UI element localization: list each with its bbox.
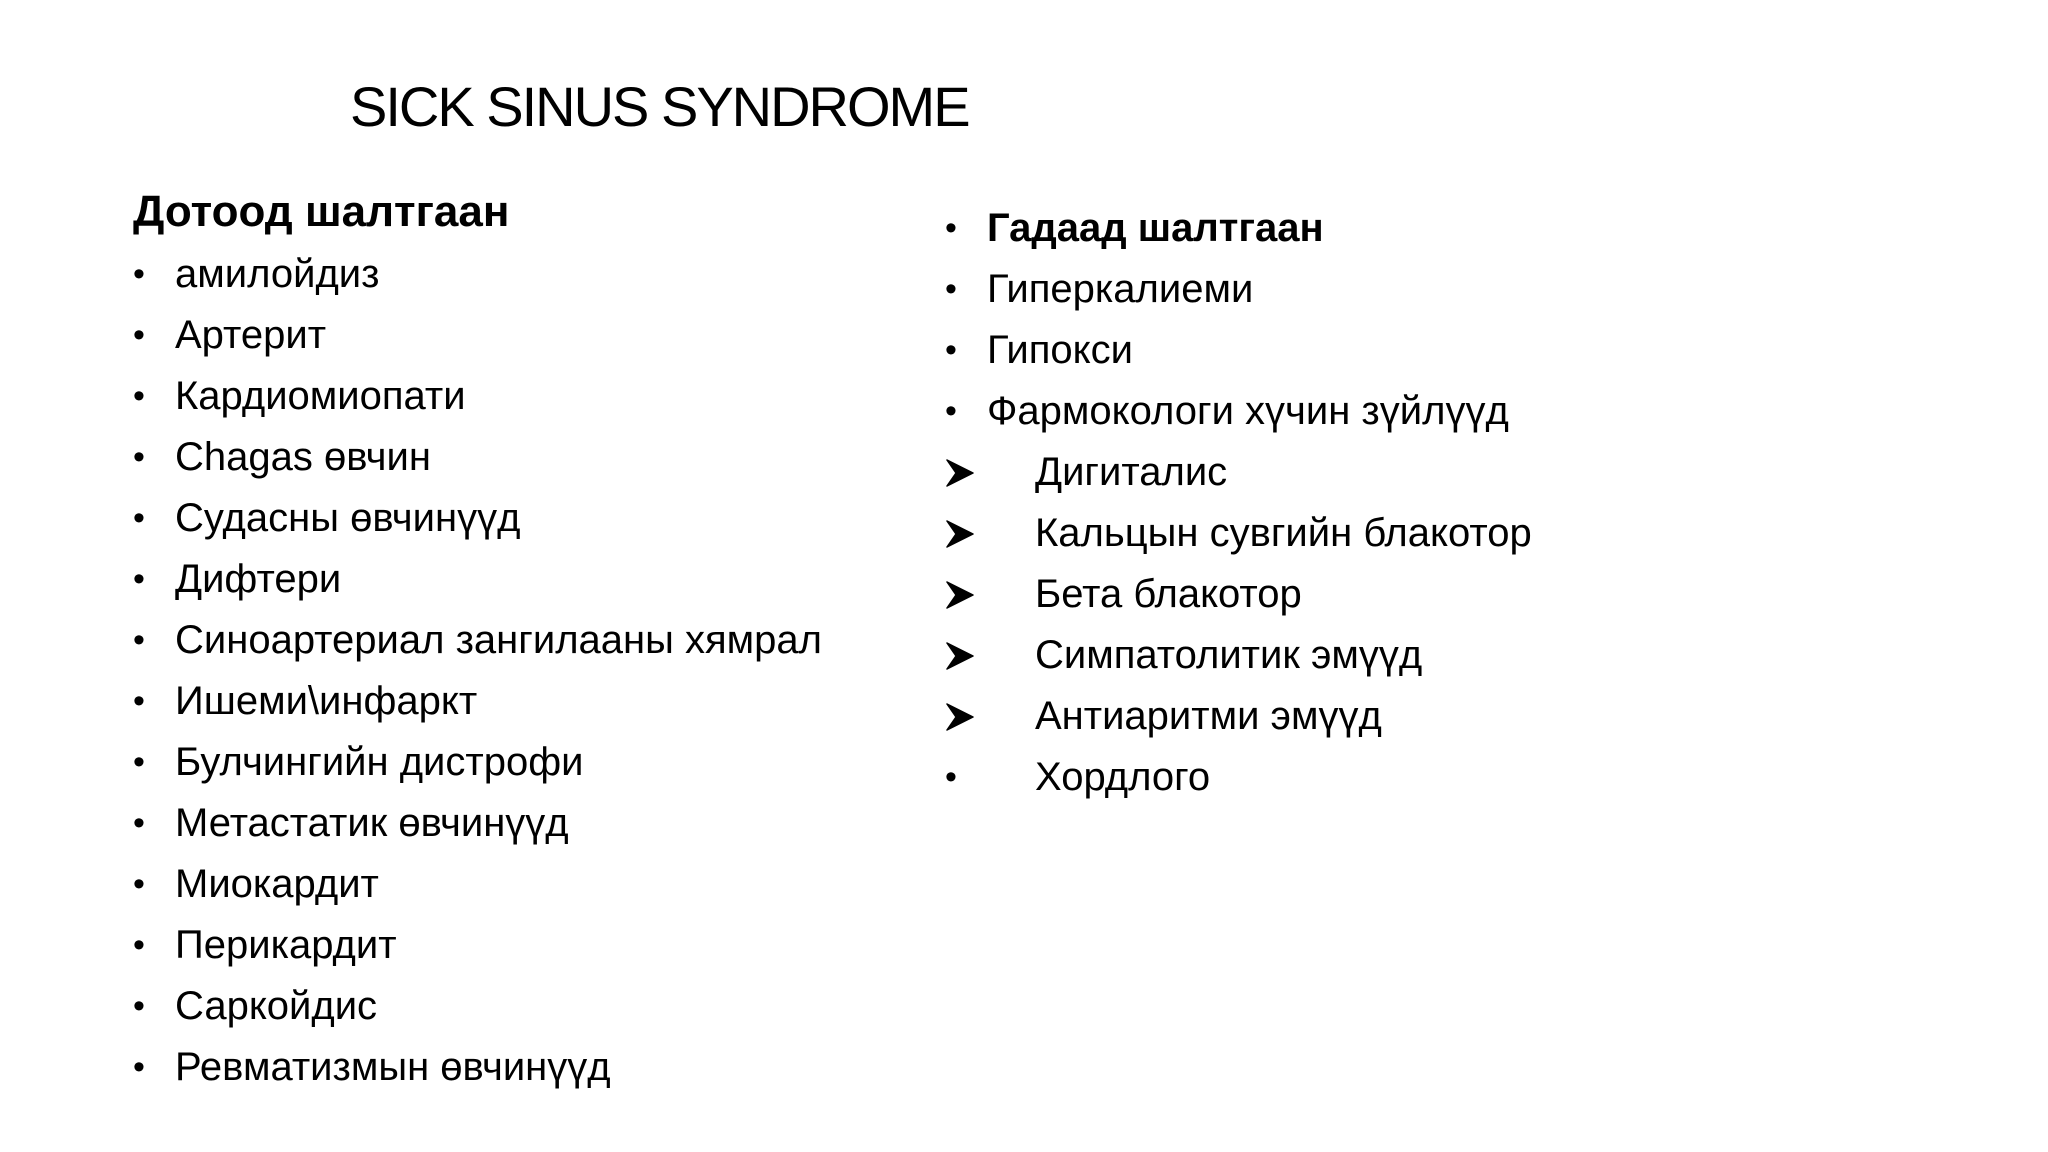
list-item: • Фармокологи хүчин зүйлүүд (945, 381, 1532, 442)
bullet-icon: • (133, 438, 145, 476)
list-item: • Синоартериал зангилааны хямрал (133, 610, 822, 671)
bullet-icon: • (945, 331, 957, 369)
list-item: • Булчингийн дистрофи (133, 732, 822, 793)
list-item: Симпатолитик эмүүд (945, 625, 1532, 686)
list-item: • Судасны өвчинүүд (133, 488, 822, 549)
bullet-icon: • (133, 499, 145, 537)
list-item: Дигиталис (945, 442, 1532, 503)
bullet-icon: • (945, 392, 957, 430)
list-item: • Дифтери (133, 549, 822, 610)
arrowhead-icon (945, 581, 975, 609)
list-item: Антиаритми эмүүд (945, 686, 1532, 747)
arrowhead-icon (945, 642, 975, 670)
list-item: • Кардиомиопати (133, 366, 822, 427)
internal-causes-list (133, 180, 822, 1098)
list-item: • Гипокси (945, 320, 1532, 381)
list-item: • Саркойдис (133, 976, 822, 1037)
external-causes-heading: • Гадаад шалтгаан (945, 198, 1532, 259)
list-item: • Гиперкалиеми (945, 259, 1532, 320)
list-item: • Метастатик өвчинүүд (133, 793, 822, 854)
bullet-icon: • (945, 758, 957, 796)
bullet-icon: • (133, 804, 145, 842)
bullet-icon: • (133, 865, 145, 903)
bullet-icon: • (133, 377, 145, 415)
list-item: Бета блакотор (945, 564, 1532, 625)
list-item: • Ишеми\инфаркт (133, 671, 822, 732)
bullet-icon: • (133, 621, 145, 659)
list-item: • амилойдиз (133, 244, 822, 305)
bullet-icon: • (133, 926, 145, 964)
internal-causes-heading: Дотоод шалтгаан (133, 187, 510, 236)
list-item: • Артерит (133, 305, 822, 366)
bullet-icon: • (945, 270, 957, 308)
bullet-icon: • (133, 743, 145, 781)
arrowhead-icon (945, 459, 975, 487)
bullet-icon: • (945, 209, 957, 247)
list-item: • Ревматизмын өвчинүүд (133, 1037, 822, 1098)
slide-title: SICK SINUS SYNDROME (350, 75, 969, 138)
bullet-icon: • (133, 682, 145, 720)
arrowhead-icon (945, 703, 975, 731)
bullet-icon: • (133, 255, 145, 293)
bullet-icon: • (133, 560, 145, 598)
arrowhead-icon (945, 520, 975, 548)
list-item: • Хордлого (945, 747, 1532, 808)
list-item: • Перикардит (133, 915, 822, 976)
list-item: Кальцын сувгийн блакотор (945, 503, 1532, 564)
external-causes-list (945, 198, 1532, 808)
bullet-icon: • (133, 987, 145, 1025)
bullet-icon: • (133, 316, 145, 354)
bullet-icon: • (133, 1048, 145, 1086)
list-item: • Миокардит (133, 854, 822, 915)
list-item: • Chagas өвчин (133, 427, 822, 488)
